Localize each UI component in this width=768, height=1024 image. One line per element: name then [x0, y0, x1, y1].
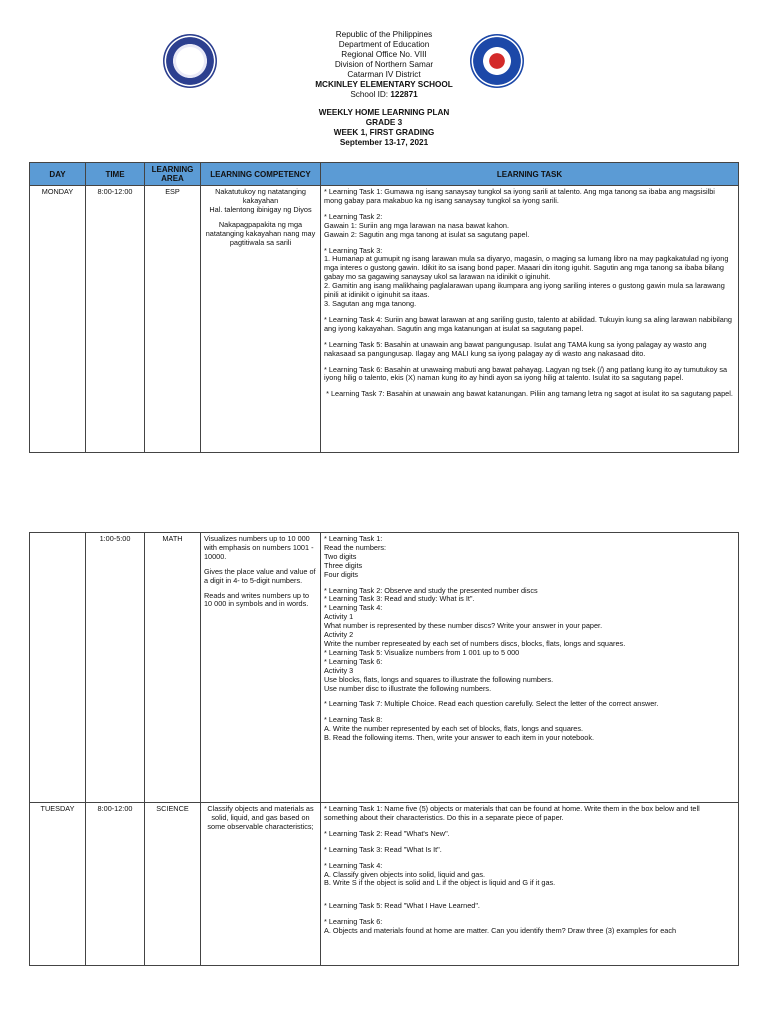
table-header-row	[30, 163, 739, 186]
task-item: * Learning Task 5: Visualize numbers from 1 001 up to 5 000	[324, 647, 520, 657]
task-item: A. Write the number represented by each set of blocks, flats, longs and squares.	[324, 724, 584, 734]
task-cell	[321, 186, 739, 453]
week-label: WEEK 1, FIRST GRADING	[333, 128, 435, 137]
task-item: * Learning Task 6: Basahin at unawaing mabuti ang bawat pahayag. Lagyan ng tsek (/) ang patlang kung ito ay tumutukoy sa iyong hilig o talento, ekis (X) naman kung ito ay hindi ayon sa iyong hilig at talento. Isulat ito sa sagutang papel.	[324, 364, 728, 383]
competency-cell	[201, 533, 321, 803]
task-item: * Learning Task 7: Multiple Choice. Read each question carefully. Select the letter of the correct answer.	[324, 699, 659, 709]
task-item: Use blocks, flats, longs and squares to illustrate the following numbers.	[324, 674, 554, 684]
task-item: * Learning Task 1: Name five (5) objects or materials that can be found at home. Write them in the box below and tell something about their characteristics. Do this in a separate piece of paper.	[324, 804, 700, 822]
area-cell: MATH	[145, 533, 201, 803]
competency-cell	[201, 803, 321, 966]
task-item: * Learning Task 3:	[324, 245, 383, 255]
task-item: * Learning Task 7: Basahin at unawain ang bawat katanungan. Piliin ang tamang letra ng sagot at isulat ito sa sagutang papel.	[326, 389, 733, 399]
task-item: B. Read the following items. Then, write your answer to each item in your notebook.	[324, 733, 594, 743]
header-line: Department of Education	[338, 40, 430, 49]
day-cell	[30, 533, 86, 803]
task-item: Activity 3	[324, 665, 354, 675]
plan-title: WEEKLY HOME LEARNING PLAN	[318, 108, 450, 117]
competency-text: Nakatutukoy ng natatanging kakayahan	[215, 187, 306, 205]
competency-text: pagtitiwala sa sarili	[229, 237, 292, 247]
time-cell: 8:00-12:00	[86, 803, 145, 966]
competency-cell	[201, 186, 321, 453]
competency-text: Nakapagpapakita ng mga natatanging kakayahan nang may	[205, 219, 316, 238]
task-item: * Learning Task 5: Basahin at unawain ang bawat pangungusap. Isulat ang TAMA kung sa iyong palagay ay wasto ang nakasaad sa pangungusap. Ilagay ang MALI kung sa iyong palagay ay di wasto ang nakasaad dito.	[324, 339, 707, 358]
competency-text: Gives the place value and value of a digit in 4- to 5-digit numbers.	[204, 566, 316, 585]
task-item: B. Write S if the object is solid and L if the object is liquid and G if it gas.	[324, 878, 556, 888]
task-item: * Learning Task 1: Gumawa ng isang sanaysay tungkol sa iyong sarili at talento. Ang mga tanong sa ibaba ang magsisilbi mong gabay para makabuo ka ng isang sanaysay tungkol sa iyong sarili.	[324, 187, 715, 205]
task-item: * Learning Task 2: Read "What's New".	[324, 828, 450, 838]
task-item: Four digits	[324, 569, 359, 579]
area-cell: SCIENCE	[145, 803, 201, 966]
school-id: 122871	[390, 90, 418, 99]
task-item: * Learning Task 3: Read "What Is It".	[324, 844, 442, 854]
competency-text: Visualizes numbers up to 10 000 with emphasis on numbers 1001 - 10000.	[204, 534, 314, 561]
table-row	[30, 533, 739, 803]
header-line: Republic of the Philippines	[335, 30, 433, 39]
time-cell: 8:00-12:00	[86, 186, 145, 453]
task-item: * Learning Task 2: Observe and study the presented number discs	[324, 585, 538, 595]
time-cell: 1:00-5:00	[86, 533, 145, 803]
competency-text: Hal. talentong ibinigay ng Diyos	[209, 204, 312, 214]
task-item: Two digits	[324, 551, 357, 561]
task-item: * Learning Task 4: Suriin ang bawat larawan at ang sariling gusto, talento at abilidad. Tukuyin kung sa aling larawan nabibilang ang iyong kakayahan. Sagutin ang mga katanungan at isulat sa sagutang papel.	[324, 314, 732, 333]
header-line: Division of Northern Samar	[334, 60, 434, 69]
task-cell	[321, 533, 739, 803]
competency-text: Classify objects and materials as solid, liquid, and gas based on some observable characteristics;	[207, 804, 314, 831]
document-header	[0, 30, 768, 148]
header-time: TIME	[86, 163, 145, 186]
area-cell: ESP	[145, 186, 201, 453]
day-cell: TUESDAY	[30, 803, 86, 966]
task-item: Activity 1	[324, 612, 354, 622]
learning-plan-table-continued	[29, 532, 739, 966]
task-item: * Learning Task 4:	[324, 603, 383, 613]
task-item: Read the numbers:	[324, 542, 387, 552]
task-item: * Learning Task 1:	[324, 534, 383, 543]
date-range: September 13-17, 2021	[339, 138, 429, 147]
task-item: Write the number represeated by each set of numbers discs, blocks, flats, longs and squares.	[324, 638, 626, 648]
task-item: * Learning Task 6:	[324, 917, 383, 927]
header-learning-competency: LEARNING COMPETENCY	[201, 163, 321, 186]
day-cell: MONDAY	[30, 186, 86, 453]
table-row	[30, 803, 739, 966]
task-item: What number is represented by these number discs? Write your answer in your paper.	[324, 621, 603, 631]
task-item: Gawain 1: Suriin ang mga larawan na nasa bawat kahon.	[324, 220, 509, 230]
header-line: Catarman IV District	[347, 70, 421, 79]
task-item: Gawain 2: Sagutin ang mga tanong at isulat sa sagutang papel.	[324, 229, 530, 239]
competency-text: Reads and writes numbers up to 10 000 in symbols and in words.	[204, 590, 310, 609]
header-learning-area: LEARNING AREA	[145, 163, 201, 186]
task-cell	[321, 803, 739, 966]
learning-plan-table	[29, 162, 739, 453]
school-id-line	[0, 90, 768, 100]
task-item: 3. Sagutan ang mga tanong.	[324, 298, 417, 308]
task-item: A. Objects and materials found at home are matter. Can you identify them? Draw three (3) examples for each	[324, 926, 677, 936]
task-item: * Learning Task 4:	[324, 860, 383, 870]
school-name: MCKINLEY ELEMENTARY SCHOOL	[315, 80, 453, 89]
task-item: * Learning Task 6:	[324, 656, 383, 666]
task-item: Three digits	[324, 560, 363, 570]
task-item: * Learning Task 8:	[324, 715, 383, 725]
task-item: * Learning Task 3: Read and study: What is It".	[324, 594, 475, 604]
school-id-label: School ID:	[350, 90, 391, 99]
task-item: 2. Gamitin ang isang malikhaing paglalarawan upang ikumpara ang iyong sariling interes o gustong gawin mula sa larawang pinili at idinikit o iginuhit sa itaas.	[324, 281, 725, 300]
table-row	[30, 186, 739, 453]
task-item: Use number disc to illustrate the following numbers.	[324, 683, 492, 693]
task-item: A. Classify given objects into solid, liquid and gas.	[324, 869, 486, 879]
header-learning-task: LEARNING TASK	[321, 163, 739, 186]
task-item: 1. Humanap at gumupit ng isang larawan mula sa diyaryo, magasin, o maging sa lumang libro na may pagkakatulad ng iyong mga interes o gustong gawin. Idikit ito sa isang bond paper. Maaari din itong iguhit. Sagutin ang mga tanong sa ibaba bilang gabay mo sa gagawing sanaysay ukol sa larawan na idinikit o iginuhit.	[324, 254, 729, 282]
task-item: * Learning Task 5: Read "What I Have Learned".	[324, 901, 480, 911]
task-item: * Learning Task 2:	[324, 211, 383, 221]
header-day: DAY	[30, 163, 86, 186]
header-line: Regional Office No. VIII	[341, 50, 427, 59]
grade-label: GRADE 3	[365, 118, 403, 127]
task-item: Activity 2	[324, 630, 354, 640]
